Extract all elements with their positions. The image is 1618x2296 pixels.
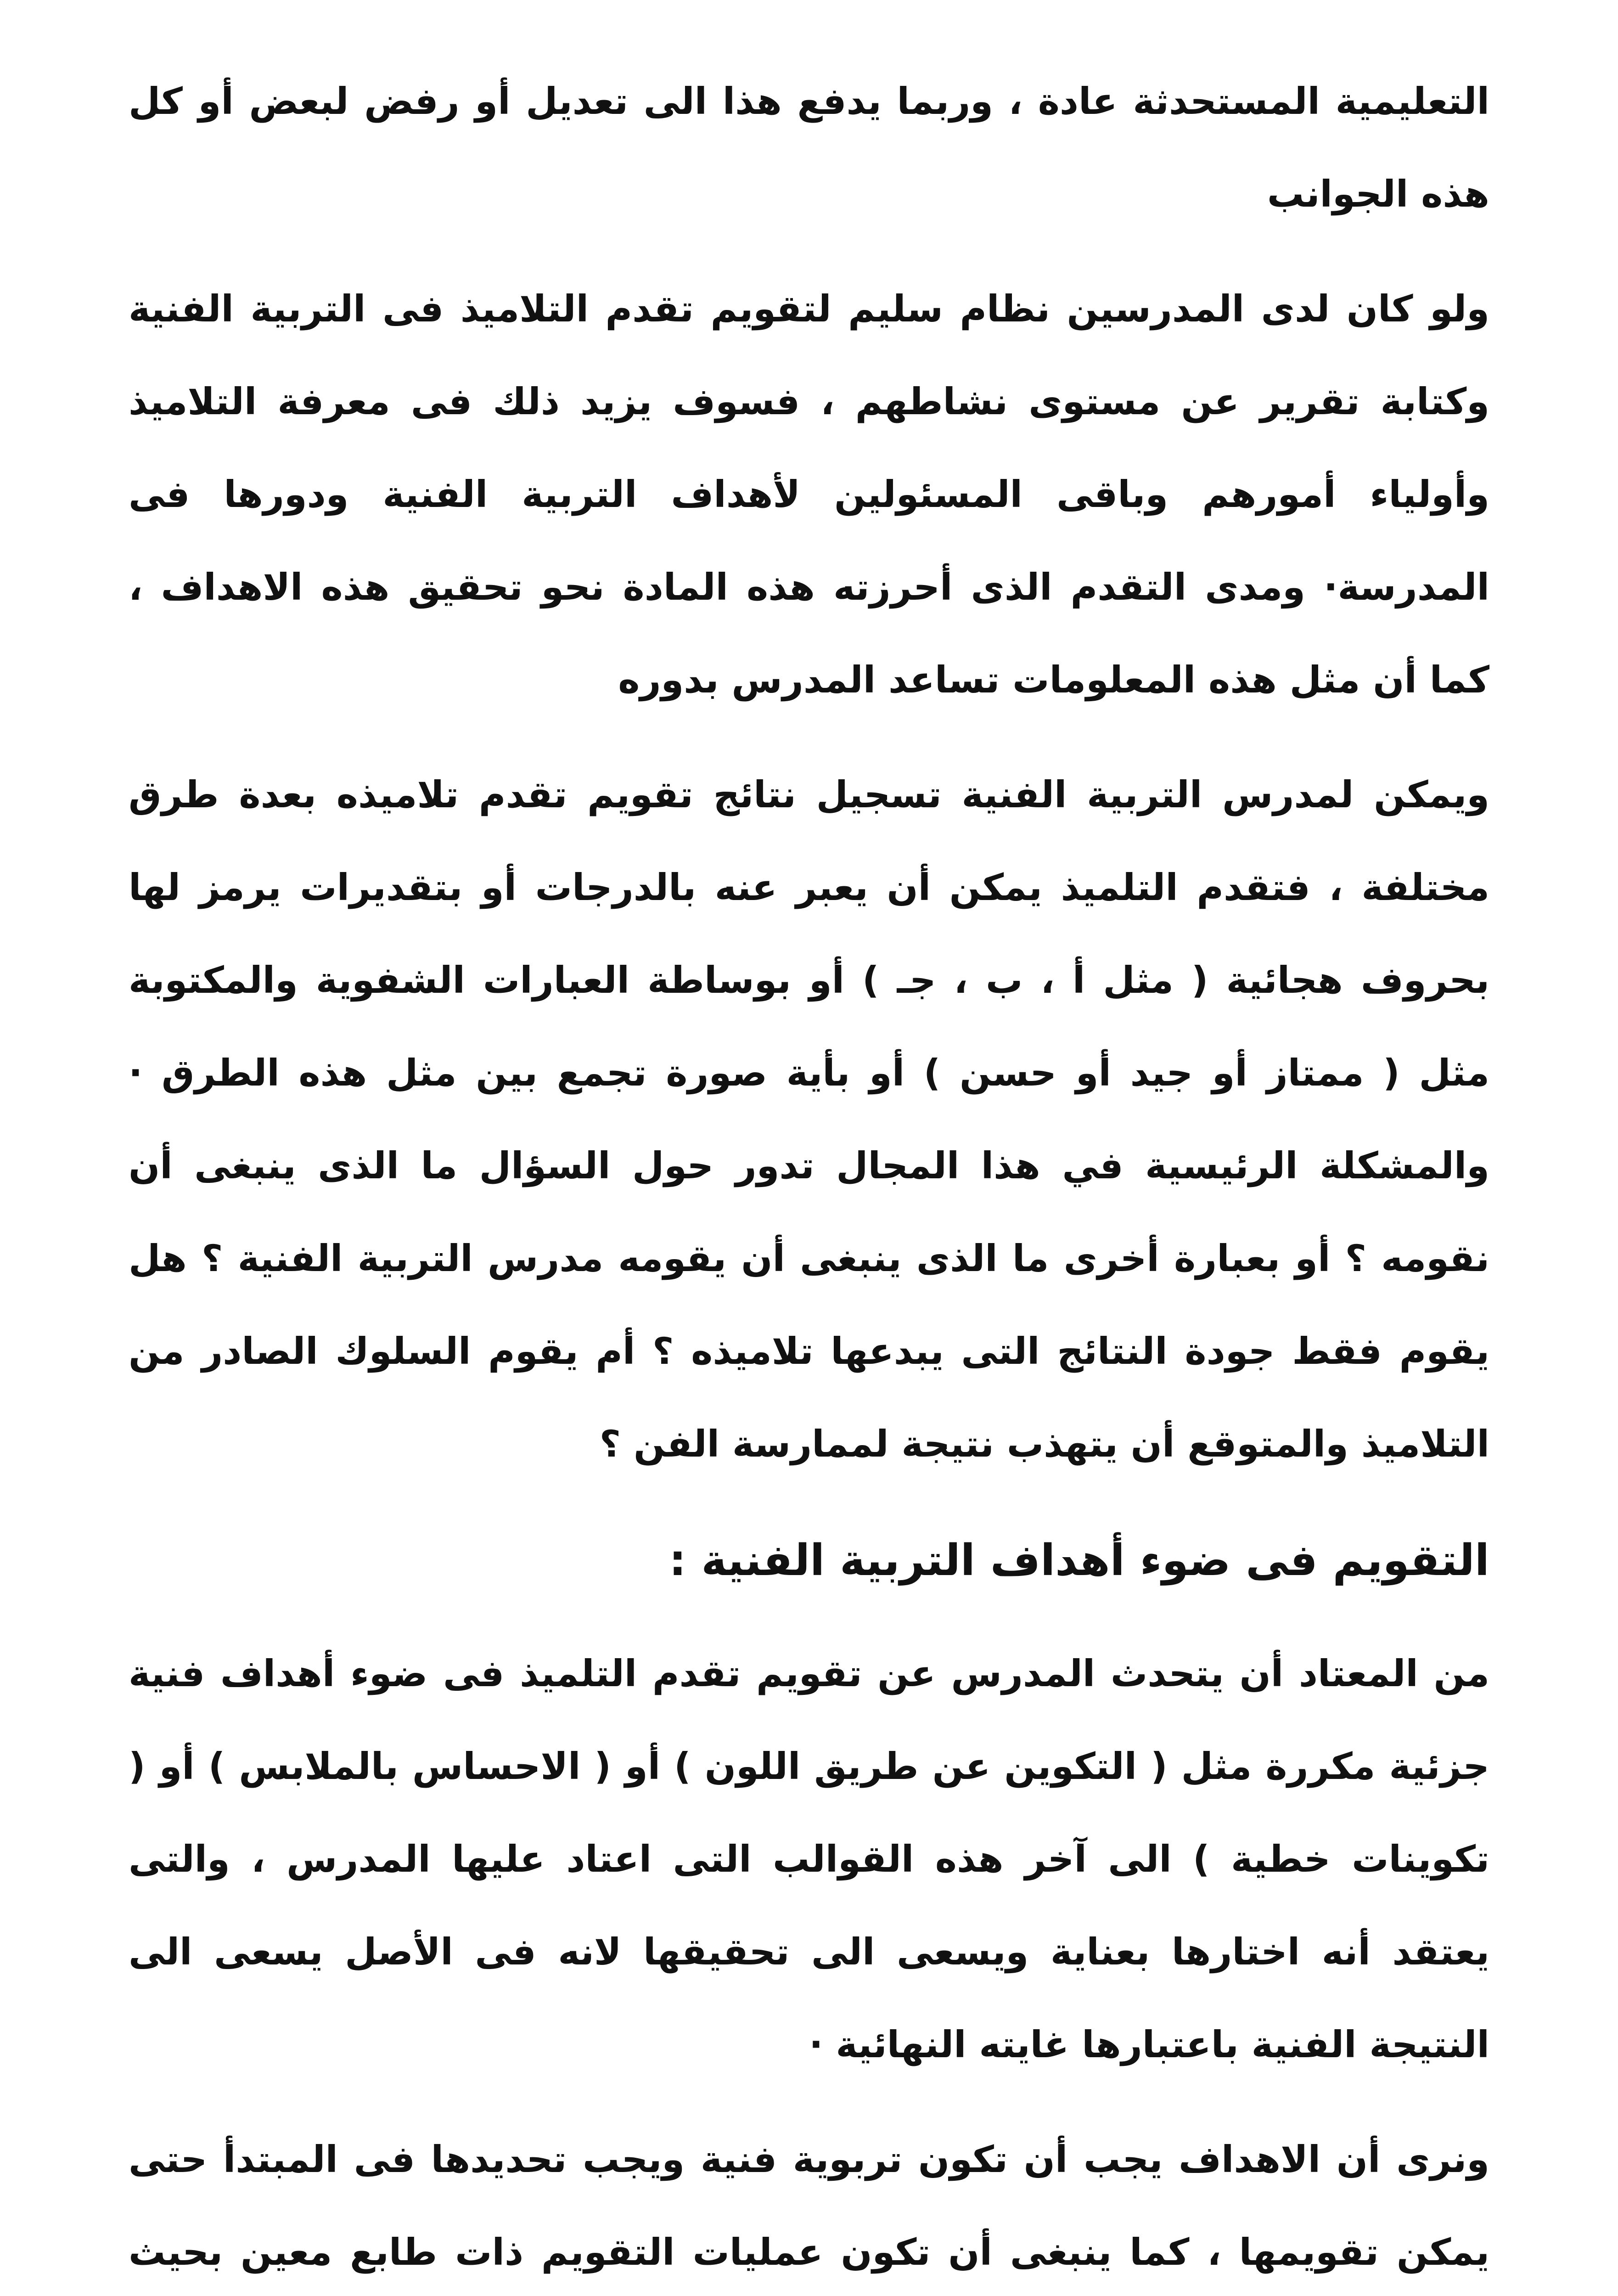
paragraph-educational-goals: ونرى أن الاهداف يجب أن تكون تربوية فنية ويجب تحديدها فى المبتدأ حتى يمكن تقويمها ، كما ينبغى أن تكون عمليات التقويم ذات طابع معين بحيث <box>129 2138 1489 2273</box>
paragraph-recording-methods: ويمكن لمدرس التربية الفنية تسجيل نتائج تقويم تقدم تلاميذه بعدة طرق مختلفة ، فتقدم التلميذ يمكن أن يعبر عنه بالدرجات أو بتقديرات يرمز لها بحروف هجائية ( مثل أ ، ب ، جـ ) أو بوساطة العبارات الشفوية والمكتوبة مثل ( ممتاز أو جيد أو حسن ) أو بأية صورة تجمع بين مثل هذه الطرق · والمشكلة الرئيسية في هذا المجال تدور حول السؤال ما الذى ينبغى أن نقومه ؟ أو بعبارة أخرى ما الذى ينبغى أن يقومه مدرس التربية الفنية ؟ هل يقوم فقط جودة النتائج التى يبدعها تلاميذه ؟ أم يقوم السلوك الصادر من التلاميذ والمتوقع أن يتهذب نتيجة لممارسة الفن ؟ <box>129 773 1489 1465</box>
paragraph-intro-continuation: التعليمية المستحدثة عادة ، وربما يدفع هذا الى تعديل أو رفض لبعض أو كل هذه الجوانب <box>129 80 1489 215</box>
section-heading: التقويم فى ضوء أهداف التربية الفنية : <box>669 1536 1489 1586</box>
paragraph-partial-goals: من المعتاد أن يتحدث المدرس عن تقويم تقدم التلميذ فى ضوء أهداف فنية جزئية مكررة مثل ( التكوين عن طريق اللون ) أو ( الاحساس بالملابس ) أو ( تكوينات خطية ) الى آخر هذه القوالب التى اعتاد عليها المدرس ، والتى يعتقد أنه اختارها بعناية ويسعى الى تحقيقها لانه فى الأصل يسعى الى النتيجة الفنية باعتبارها غايته النهائية · <box>129 1652 1489 2066</box>
paragraph-evaluation-system: ولو كان لدى المدرسين نظام سليم لتقويم تقدم التلاميذ فى التربية الفنية وكتابة تقرير عن مستوى نشاطهم ، فسوف يزيد ذلك فى معرفة التلاميذ وأولياء أمورهم وباقى المسئولين لأهداف التربية الفنية ودورها فى المدرسة· ومدى التقدم الذى أحرزته هذه المادة نحو تحقيق هذه الاهداف ، كما أن مثل هذه المعلومات تساعد المدرس بدوره <box>129 287 1489 701</box>
